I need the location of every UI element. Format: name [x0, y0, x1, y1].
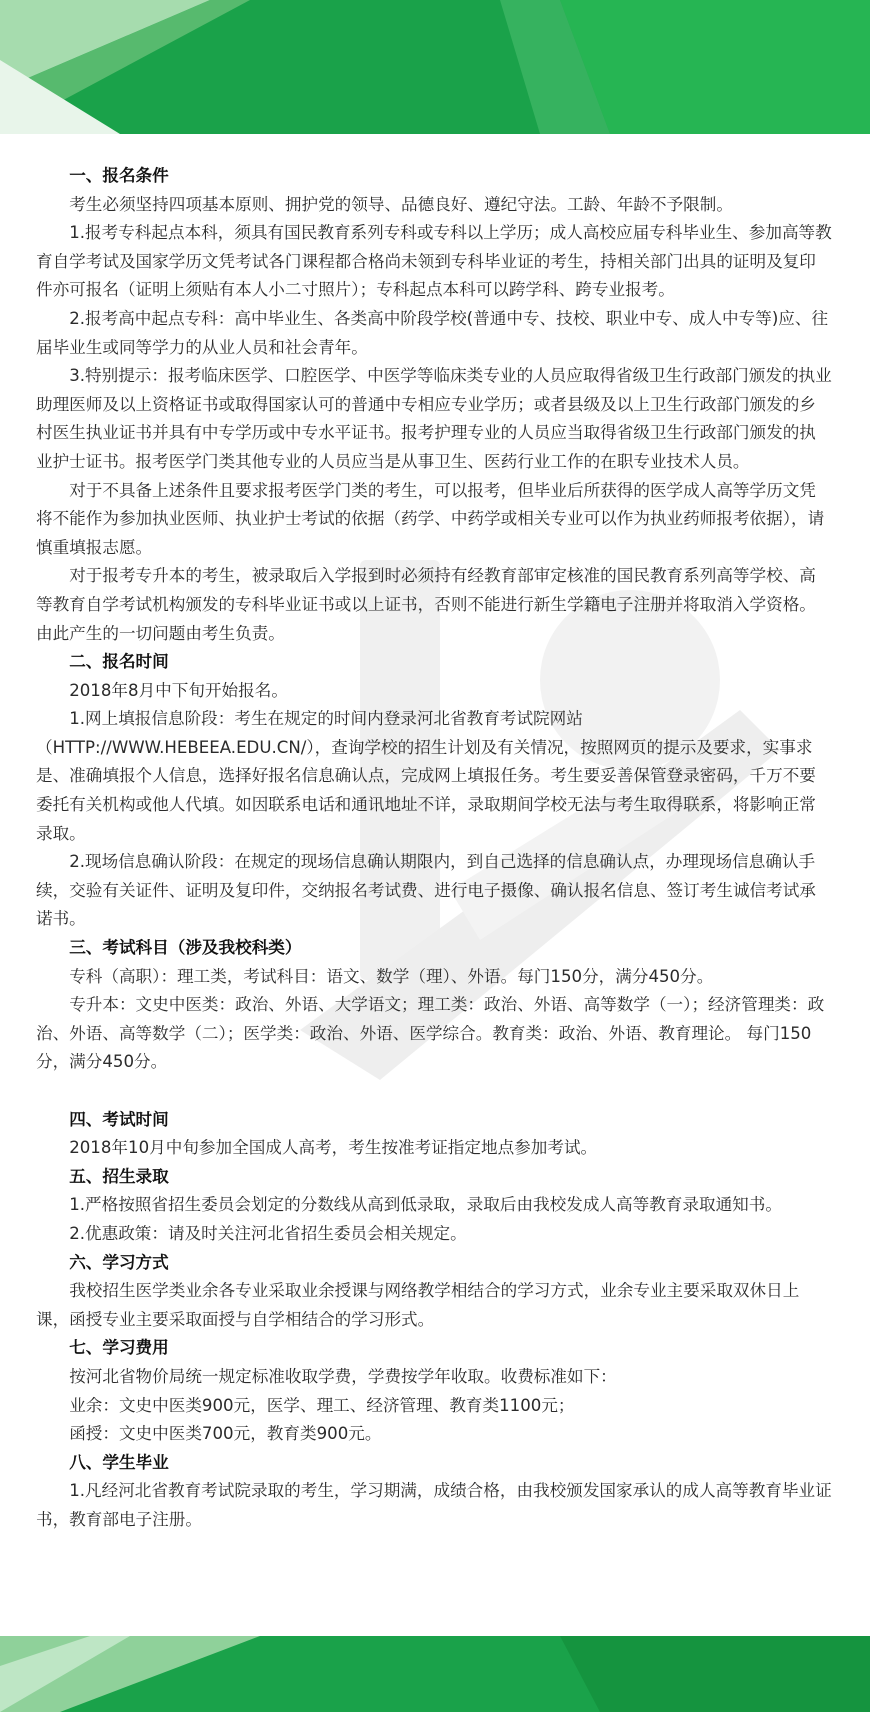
bottom-banner: [0, 1636, 870, 1712]
paragraph: 2.优惠政策：请及时关注河北省招生委员会相关规定。: [69, 1223, 467, 1243]
section-heading: 四、考试时间: [69, 1109, 169, 1129]
paragraph: 对于报考专升本的考生，被录取后入学报到时必须持有经教育部审定核准的国民教育系列高等学校、高等教育自学考试机构颁发的专科毕业证书或以上证书，否则不能进行新生学籍电子注册并将取消入学资格。由此产生的一切问题由考生负责。: [36, 566, 816, 643]
paragraph: 对于不具备上述条件且要求报考医学门类的考生，可以报考，但毕业后所获得的医学成人高等学历文凭将不能作为参加执业医师、执业护士考试的依据（药学、中药学或相关专业可以作为执业药师报考依据），请慎重填报志愿。: [36, 480, 825, 557]
paragraph: 1.凡经河北省教育考试院录取的考生，学习期满，成绩合格，由我校颁发国家承认的成人高等教育毕业证书，教育部电子注册。: [36, 1481, 832, 1529]
top-banner: [0, 0, 870, 134]
paragraph: 考生必须坚持四项基本原则、拥护党的领导、品德良好、遵纪守法。工龄、年龄不予限制。: [69, 194, 733, 214]
paragraph: 2.报考高中起点专科：高中毕业生、各类高中阶段学校(普通中专、技校、职业中专、成人中专等)应、往届毕业生或同等学力的从业人员和社会青年。: [36, 308, 829, 357]
paragraph: 业余：文史中医类900元，医学、理工、经济管理、教育类1100元；: [69, 1395, 575, 1415]
paragraph: 专升本：文史中医类：政治、外语、大学语文；理工类：政治、外语、高等数学（一）；经济管理类：政治、外语、高等数学（二）；医学类：政治、外语、医学综合。教育类：政治、外语、教育理论。 每门150分，满分450分。: [36, 995, 825, 1072]
paragraph: 2018年10月中旬参加全国成人高考，考生按准考证指定地点参加考试。: [69, 1138, 598, 1158]
section-heading: 一、报名条件: [69, 166, 169, 185]
section-heading: 五、招生录取: [69, 1166, 169, 1186]
section-heading: 六、学习方式: [69, 1252, 169, 1272]
section-heading: 八、学生毕业: [69, 1452, 169, 1472]
spacer: [36, 1077, 832, 1106]
paragraph: 按河北省物价局统一规定标准收取学费，学费按学年收取。收费标准如下：: [69, 1366, 617, 1386]
section-heading: 三、考试科目（涉及我校科类）: [69, 938, 302, 958]
paragraph: 2.现场信息确认阶段：在规定的现场信息确认期限内，到自己选择的信息确认点，办理现场信息确认手续，交验有关证件、证明及复印件，交纳报名考试费、进行电子摄像、确认报名信息、签订考生诚信考试承诺书。: [36, 852, 816, 929]
paragraph: 3.特别提示：报考临床医学、口腔医学、中医学等临床类专业的人员应取得省级卫生行政部门颁发的执业助理医师及以上资格证书或取得国家认可的普通中专相应专业学历；或者县级及以上卫生行政部门颁发的乡村医生执业证书并具有中专学历或中专水平证书。报考护理专业的人员应当取得省级卫生行政部门颁发的执业护士证书。报考医学门类其他专业的人员应当是从事卫生、医药行业工作的在职专业技术人员。: [36, 366, 832, 471]
paragraph: 1.网上填报信息阶段：考生在规定的时间内登录河北省教育考试院网站（HTTP://WWW.HEBEEA.EDU.CN/），查询学校的招生计划及有关情况，按照网页的提示及要求，实事求是、准确填报个人信息，选择好报名信息确认点，完成网上填报任务。考生要妥善保管登录密码，千万不要委托有关机构或他人代填。如因联系电话和通讯地址不详，录取期间学校无法与考生取得联系，将影响正常录取。: [36, 709, 816, 843]
paragraph: 2018年8月中下旬开始报名。: [69, 680, 288, 700]
section-heading: 二、报名时间: [69, 652, 169, 672]
paragraph: 1.严格按照省招生委员会划定的分数线从高到低录取，录取后由我校发成人高等教育录取通知书。: [69, 1195, 782, 1215]
admission-notice: [36, 162, 832, 1535]
paragraph: 我校招生医学类业余各专业采取业余授课与网络教学相结合的学习方式，业余专业主要采取双休日上课，函授专业主要采取面授与自学相结合的学习形式。: [36, 1281, 800, 1329]
paragraph: 函授：文史中医类700元，教育类900元。: [69, 1424, 382, 1444]
paragraph: 专科（高职）：理工类，考试科目：语文、数学（理）、外语。每门150分，满分450分。: [69, 966, 714, 986]
paragraph: 1.报考专科起点本科，须具有国民教育系列专科或专科以上学历；成人高校应届专科毕业生、参加高等教育自学考试及国家学历文凭考试各门课程都合格尚未领到专科毕业证的考生，持相关部门出具的证明及复印件亦可报名（证明上须贴有本人小二寸照片）；专科起点本科可以跨学科、跨专业报考。: [36, 223, 832, 300]
section-heading: 七、学习费用: [69, 1338, 169, 1358]
